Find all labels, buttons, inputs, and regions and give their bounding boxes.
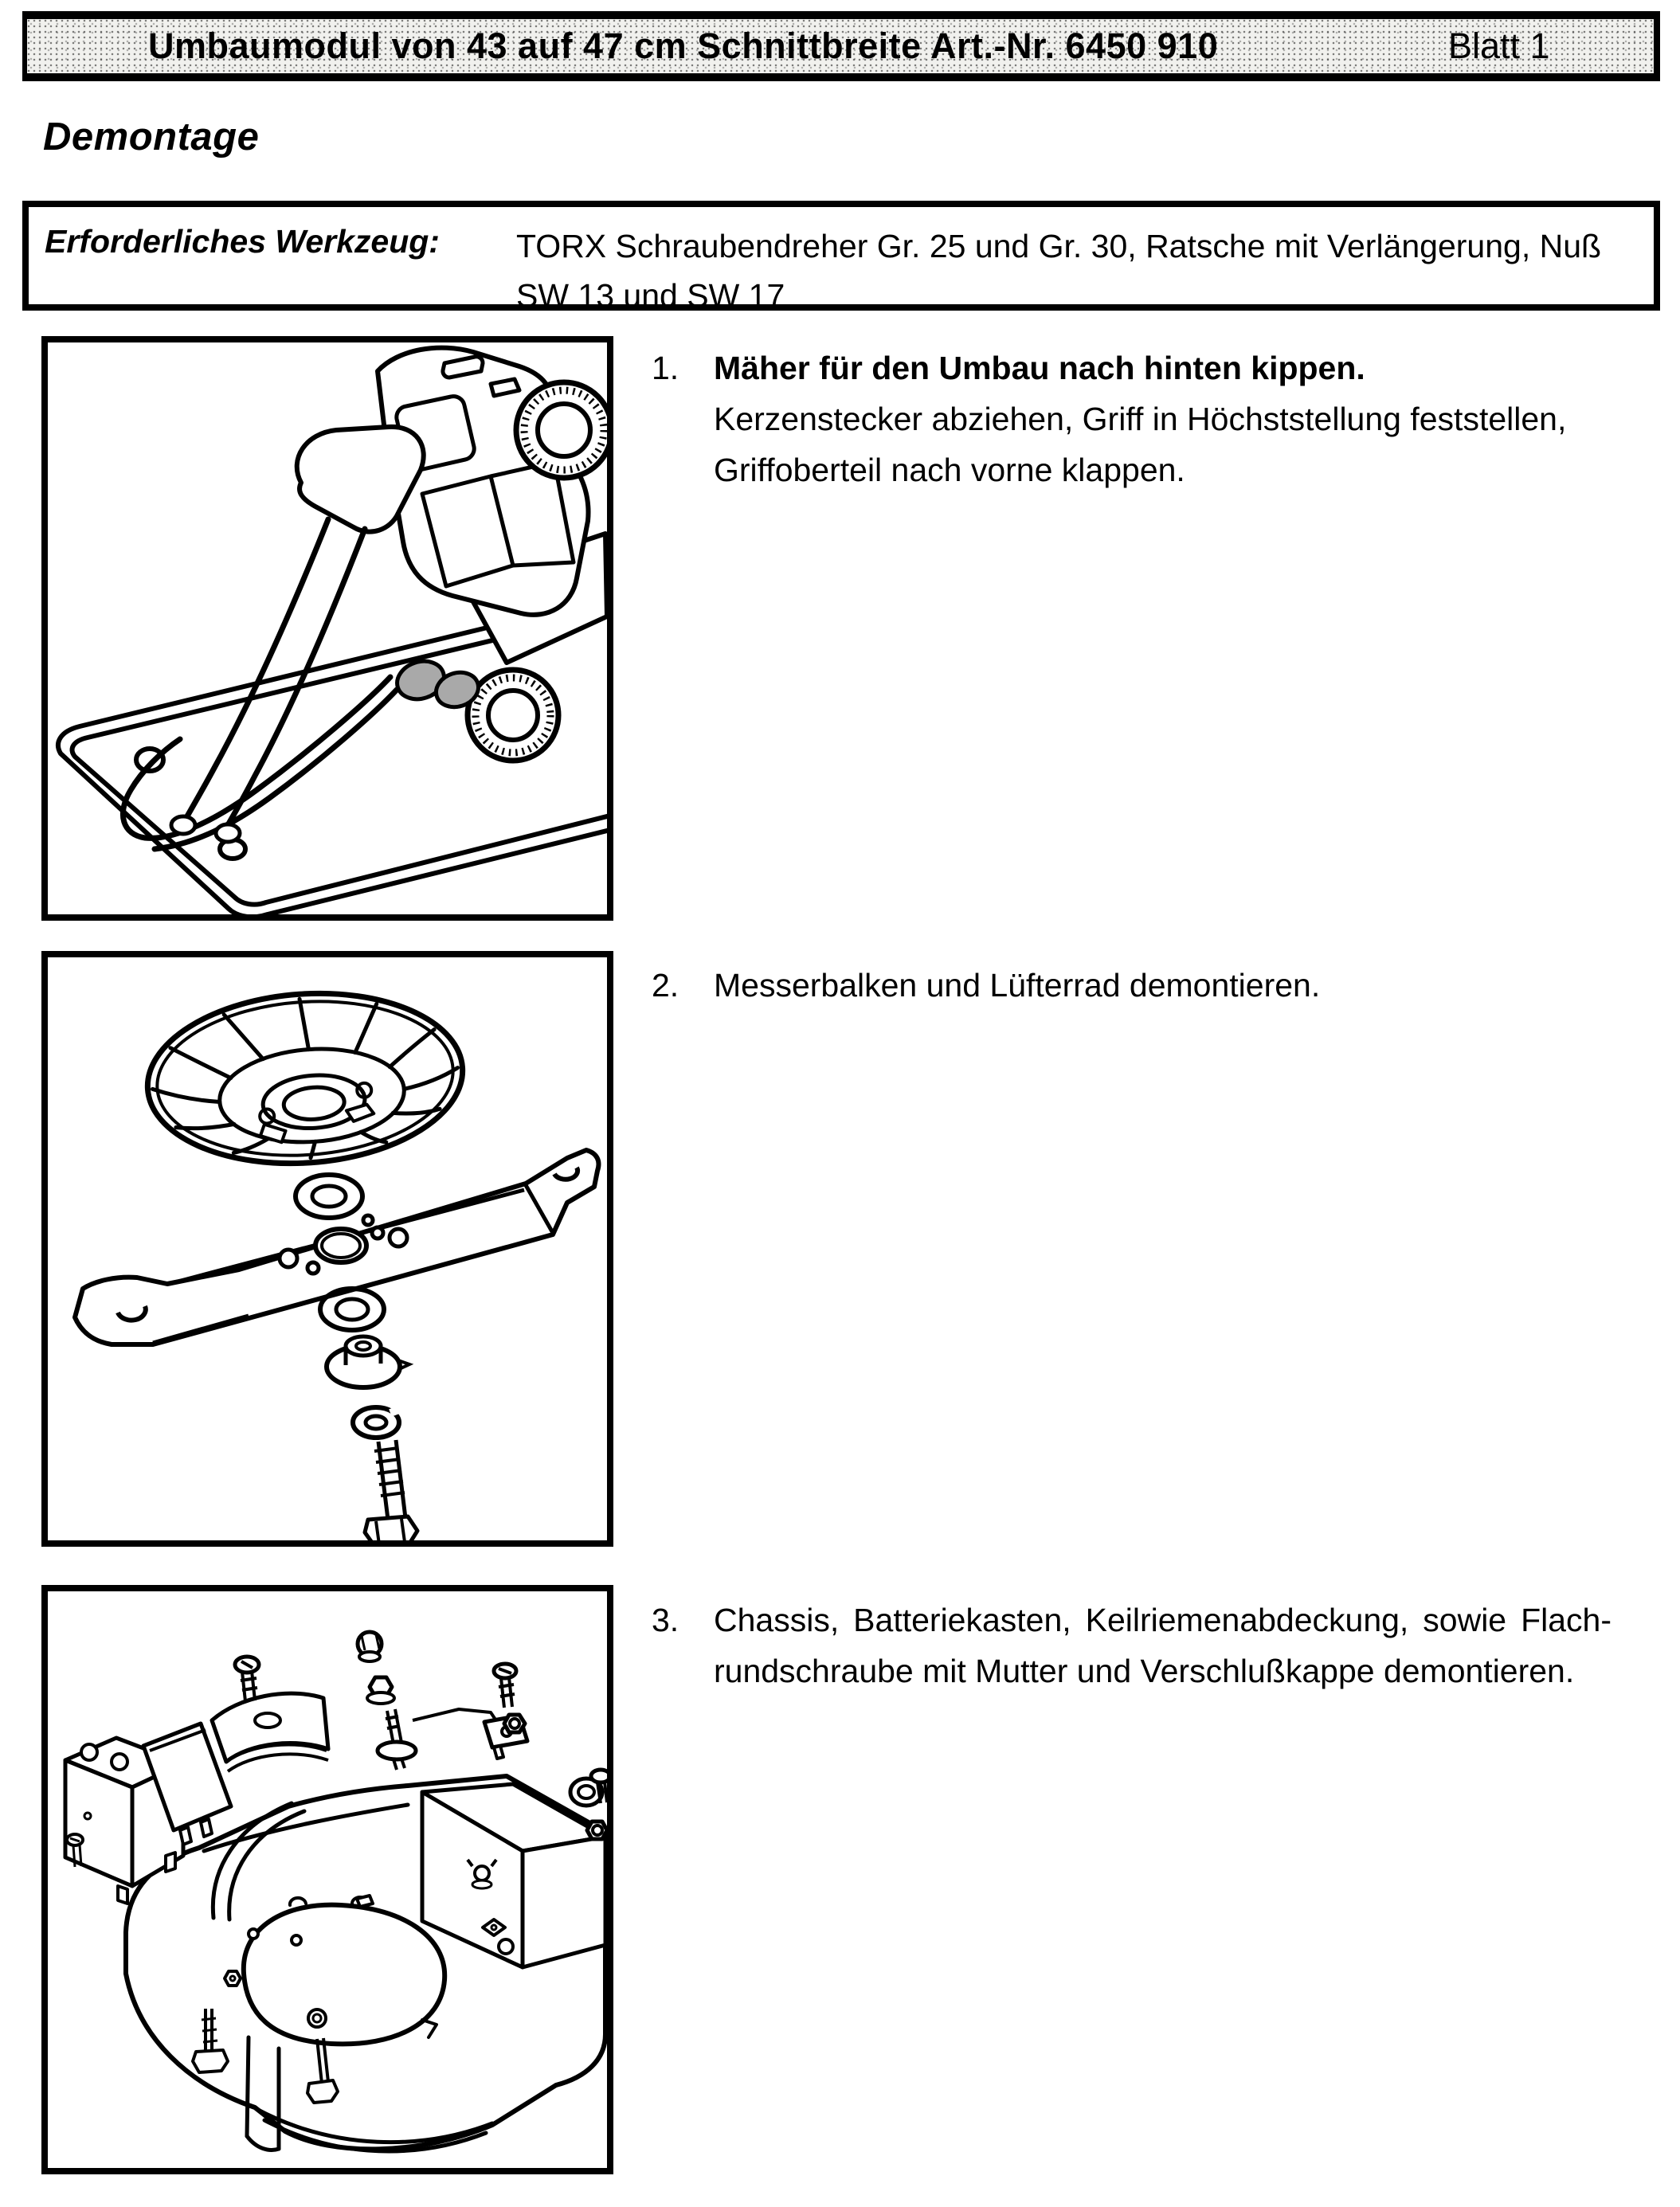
tools-label: Erforderliches Werkzeug: bbox=[45, 223, 440, 260]
step-title-line: Mäher für den Umbau nach hinten kippen. bbox=[714, 350, 1365, 386]
chassis-deck bbox=[126, 1776, 605, 2151]
washer-lower bbox=[320, 1289, 384, 1330]
step-text bbox=[714, 342, 1663, 495]
hub-bushing bbox=[327, 1336, 409, 1387]
step-text-line: Griffoberteil nach vorne klappen. bbox=[714, 452, 1185, 488]
mounting-bolt bbox=[365, 1440, 417, 1540]
step-text-line: Messerbalken und Lüfterrad demontieren. bbox=[714, 967, 1321, 1004]
tools-text-line: TORX Schraubendreher Gr. 25 und Gr. 30, Ratsche mit Verlängerung, Nuß bbox=[516, 228, 1602, 264]
step-3 bbox=[652, 1595, 1663, 1696]
washer-upper bbox=[296, 1175, 362, 1218]
required-tools-box bbox=[22, 201, 1660, 314]
section-title: Demontage bbox=[43, 115, 260, 158]
step-2 bbox=[652, 960, 1663, 1011]
figure-mower-tipped-backwards bbox=[41, 336, 613, 921]
rear-wheel bbox=[516, 382, 607, 478]
header-sheet-number: Blatt 1 bbox=[1448, 25, 1550, 66]
figure-blade-fan-exploded bbox=[41, 951, 613, 1547]
header-bar bbox=[22, 11, 1660, 81]
step-text-line: rundschraube mit Mutter und Verschlußkappe demontieren. bbox=[714, 1653, 1575, 1689]
v-belt-cover bbox=[212, 1693, 328, 1771]
header-title: Umbaumodul von 43 auf 47 cm Schnittbreite Art.-Nr. 6450 910 bbox=[148, 25, 1219, 66]
step-text-line: Chassis, Batteriekasten, Keilriemenabdeckung, sowie Flach- bbox=[714, 1602, 1611, 1638]
figure-chassis-exploded bbox=[41, 1585, 613, 2174]
step-number: 3. bbox=[652, 1602, 679, 1638]
handle-grips bbox=[392, 655, 483, 712]
tools-text-line: SW 13 und SW 17 bbox=[516, 277, 785, 314]
step-text-line: Kerzenstecker abziehen, Griff in Höchststellung feststellen, bbox=[714, 401, 1567, 437]
step-1 bbox=[652, 342, 1663, 495]
step-text bbox=[714, 960, 1663, 1011]
fan-wheel bbox=[142, 983, 468, 1173]
step-number: 2. bbox=[652, 967, 679, 1004]
step-number: 1. bbox=[652, 350, 679, 386]
lock-washer bbox=[353, 1407, 403, 1438]
tools-text bbox=[516, 221, 1647, 320]
handlebar-tubes bbox=[123, 427, 423, 849]
step-text bbox=[714, 1595, 1663, 1696]
